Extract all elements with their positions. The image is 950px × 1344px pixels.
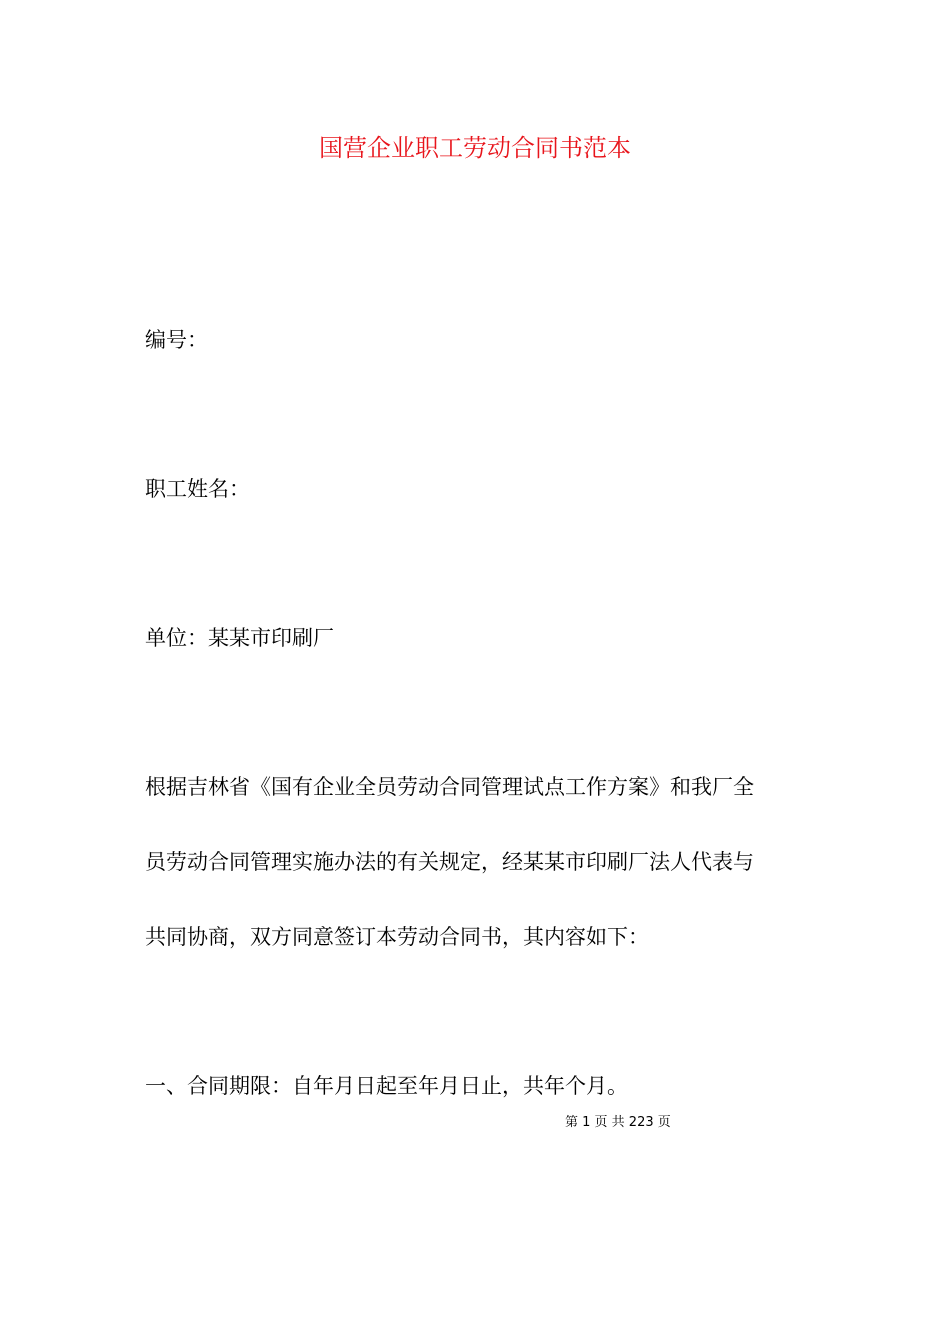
paragraph-line: 根据吉林省《国有企业全员劳动合同管理试点工作方案》和我厂全 [145,775,754,799]
number-label: 编号： [145,328,208,352]
employee-name-label: 职工姓名： [145,477,250,501]
document-title: 国营企业职工劳动合同书范本 [319,134,631,162]
page-footer: 第 1 页 共 223 页 [565,1115,671,1130]
paragraph-line: 共同协商，双方同意签订本劳动合同书，其内容如下： [145,925,649,949]
unit-line: 单位：某某市印刷厂 [145,626,334,650]
paragraph-line: 员劳动合同管理实施办法的有关规定，经某某市印刷厂法人代表与 [145,850,754,874]
clause-contract-term: 一、合同期限：自年月日起至年月日止，共年个月。 [145,1074,628,1098]
